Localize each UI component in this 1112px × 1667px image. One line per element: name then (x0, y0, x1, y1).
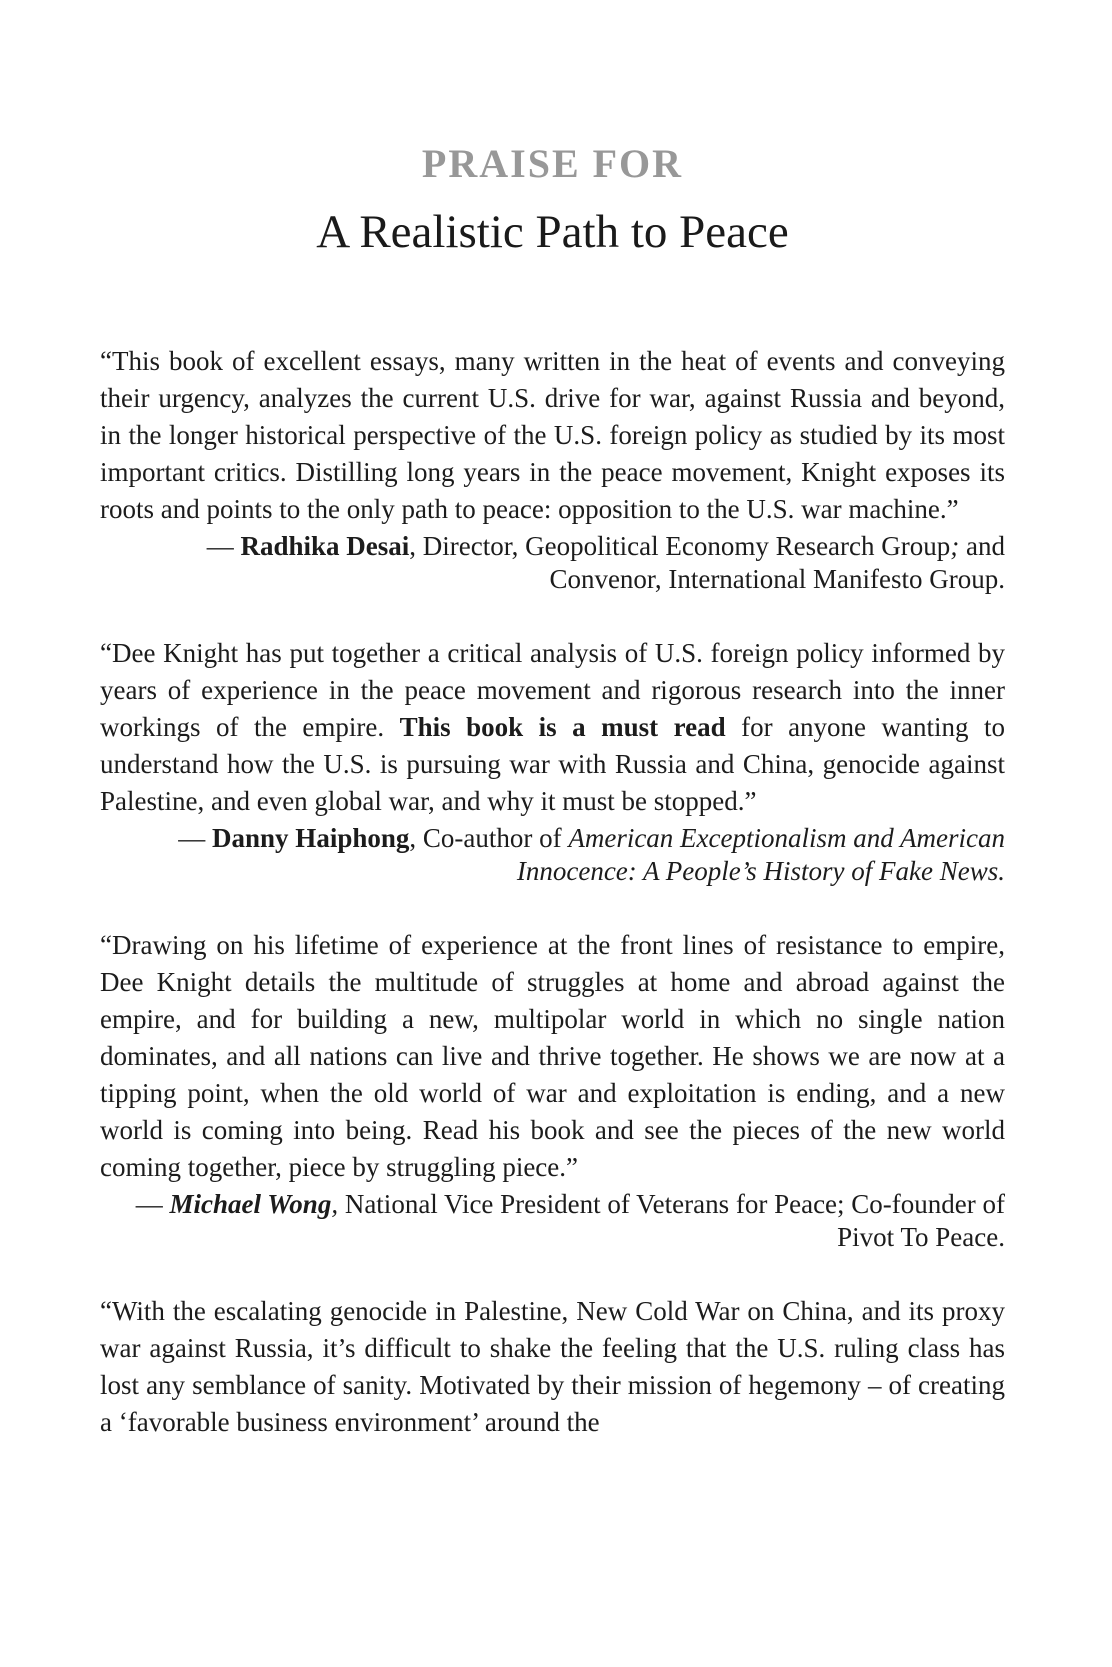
quote-radhika-desai (100, 343, 1005, 596)
text-segment: — (178, 823, 213, 853)
quote-attribution (100, 1188, 1005, 1254)
text-segment: “This book of excellent essays, many written in the heat of events and conveying their urgency, analyzes the current U.S. drive for war, against Russia and beyond, in the longer historical perspective of the U.S. foreign policy as studied by its most important critics. Distilling long years in the peace movement, Knight exposes its roots and points to the only path to peace: opposition to the U.S. war machine.” (100, 346, 1005, 524)
praise-kicker: PRAISE FOR (421, 141, 684, 186)
text-segment: , Co-author of (409, 823, 569, 853)
quote-text (100, 343, 1005, 528)
attribution-line (100, 1221, 1005, 1254)
text-segment: , Director, Geopolitical Economy Research Group (409, 531, 951, 561)
quote-attribution (100, 530, 1005, 596)
attribution-line (100, 530, 1005, 563)
quote-danny-haiphong (100, 635, 1005, 888)
text-segment: “Dee Knight has put together a critical analysis of U.S. foreign policy informed by years of experience in the peace movement and rigorous research into the inner workings of the empire. (100, 638, 1005, 742)
text-segment: for anyone wanting to understand how the U.S. is pursuing war with Russia and China, genocide against Palestine, and even global war, and why it must be stopped.” (100, 712, 1005, 816)
quote-text (100, 635, 1005, 820)
text-segment: , (331, 1189, 339, 1219)
text-segment: “Drawing on his lifetime of experience at the front lines of resistance to empire, Dee Knight details the multitude of struggles at home and abroad against the empire, and for building a new, multipolar world in which no single nation dominates, and all nations can live and thrive together. He shows we are now at a tipping point, when the old world of war and exploitation is ending, and a new world is coming into being. Read his book and see the pieces of the new world coming together, piece by struggling piece.” (100, 930, 1005, 1182)
text-segment: Michael Wong (169, 1189, 332, 1219)
quote-final-truncated (100, 1293, 1005, 1441)
text-segment: Radhika Desai (240, 531, 410, 561)
quotes-list (100, 343, 1005, 1441)
text-segment: This book is a must read (399, 712, 726, 742)
text-segment: and (959, 531, 1005, 561)
attribution-line (100, 1188, 1005, 1221)
text-segment: “With the escalating genocide in Palestine, New Cold War on China, and its proxy war against Russia, it’s difficult to shake the feeling that the U.S. ruling class has lost any semblance of sanity. Motivated by their mission of hegemony – of creating a ‘favorable business environment’ around the (100, 1296, 1005, 1437)
quote-michael-wong (100, 927, 1005, 1254)
quote-text (100, 927, 1005, 1186)
attribution-line (100, 822, 1005, 855)
page-content (0, 140, 1112, 1441)
quote-text (100, 1293, 1005, 1441)
text-segment: — (206, 531, 241, 561)
text-segment: Convenor, International Manifesto Group. (549, 564, 1005, 594)
text-segment: ; (950, 531, 960, 561)
text-segment: Pivot To Peace. (837, 1222, 1005, 1252)
attribution-line (100, 855, 1005, 888)
quote-attribution (100, 822, 1005, 888)
text-segment: Danny Haiphong (212, 823, 410, 853)
book-title: A Realistic Path to Peace (316, 206, 789, 258)
attribution-line (100, 563, 1005, 596)
text-segment: — (135, 1189, 170, 1219)
text-segment: National Vice President of Veterans for Peace; Co-founder of (338, 1189, 1005, 1219)
text-segment: American Exceptionalism and American (568, 823, 1005, 853)
text-segment: Innocence: A People’s History of Fake News. (516, 856, 1005, 886)
